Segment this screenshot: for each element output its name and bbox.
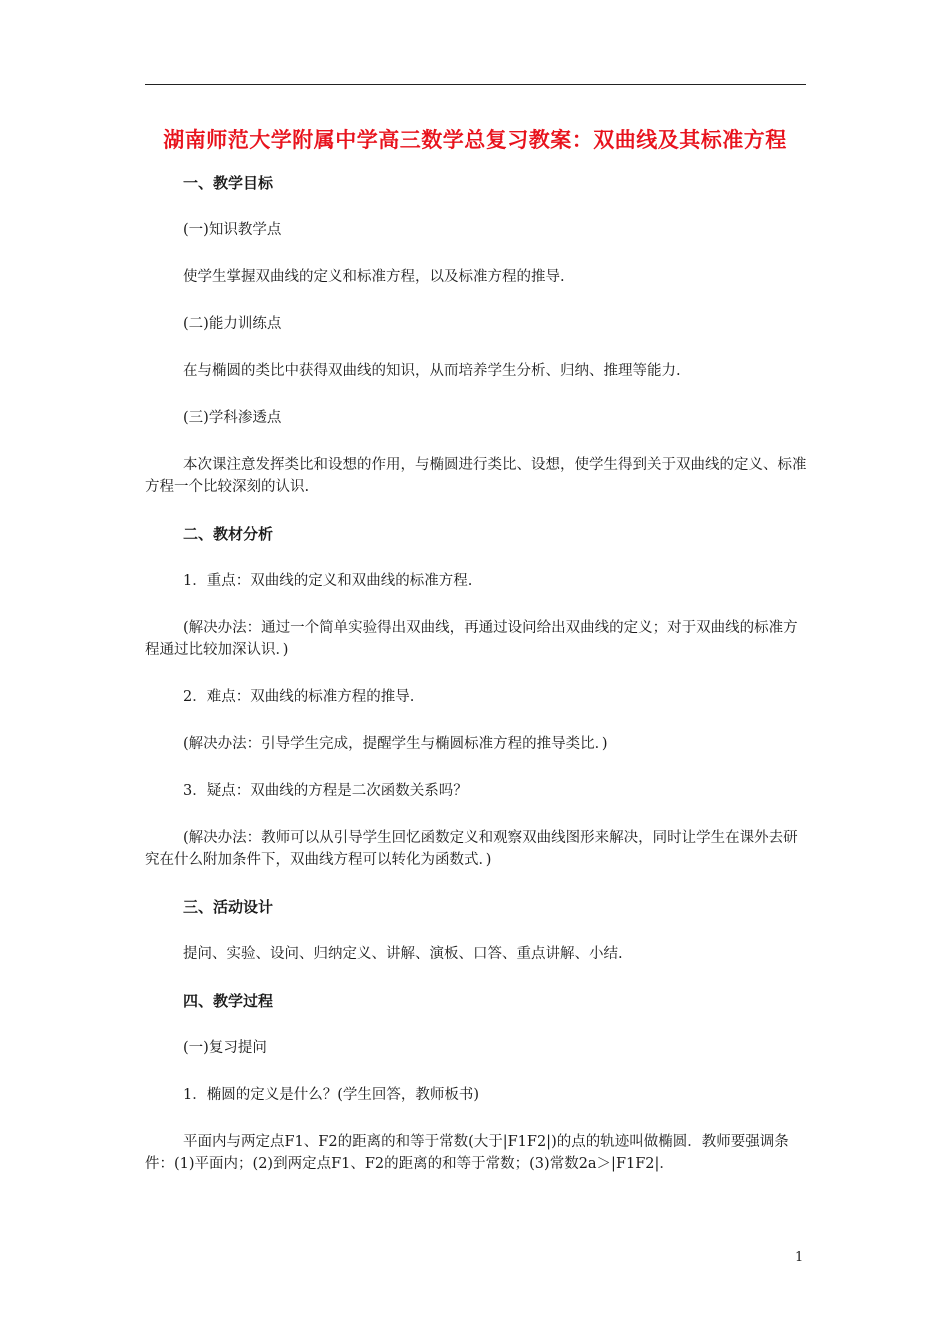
- paragraph: 使学生掌握双曲线的定义和标准方程，以及标准方程的推导.: [183, 269, 565, 285]
- paragraph: (一)复习提问: [183, 1040, 267, 1056]
- paragraph: (解决办法：引导学生完成，提醒学生与椭圆标准方程的推导类比．): [183, 736, 608, 752]
- document-title: 湖南师范大学附属中学高三数学总复习教案：双曲线及其标准方程: [163, 128, 787, 152]
- paragraph: 1．椭圆的定义是什么？(学生回答，教师板书): [183, 1087, 480, 1103]
- paragraph: (三)学科渗透点: [183, 410, 282, 426]
- paragraph: 本次课注意发挥类比和设想的作用，与椭圆进行类比、设想，使学生得到关于双曲线的定义、标准方程一个比较深刻的认识.: [145, 457, 807, 495]
- header-rule: [145, 84, 806, 85]
- section-heading: 四、教学过程: [183, 992, 274, 1010]
- paragraph: 2．难点：双曲线的标准方程的推导.: [183, 689, 415, 705]
- paragraph: (二)能力训练点: [183, 316, 282, 332]
- document-body: [145, 172, 807, 1200]
- paragraph: 1．重点：双曲线的定义和双曲线的标准方程.: [183, 573, 473, 589]
- paragraph: 3．疑点：双曲线的方程是二次函数关系吗？: [183, 783, 468, 799]
- page-number: 1: [795, 1250, 804, 1265]
- paragraph: 平面内与两定点F1、F2的距离的和等于常数(大于|F1F2|)的点的轨迹叫做椭圆．教师要强调条件：(1)平面内；(2)到两定点F1、F2的距离的和等于常数；(3)常数2a＞|F1F2|．: [145, 1134, 789, 1172]
- section-heading: 三、活动设计: [183, 898, 274, 916]
- paragraph: 提问、实验、设问、归纳定义、讲解、演板、口答、重点讲解、小结.: [183, 946, 623, 962]
- paragraph: (一)知识教学点: [183, 222, 282, 238]
- section-heading: 一、教学目标: [183, 174, 274, 192]
- paragraph: (解决办法：教师可以从引导学生回忆函数定义和观察双曲线图形来解决，同时让学生在课外去研究在什么附加条件下，双曲线方程可以转化为函数式．): [145, 830, 798, 868]
- paragraph: 在与椭圆的类比中获得双曲线的知识，从而培养学生分析、归纳、推理等能力.: [183, 363, 681, 379]
- paragraph: (解决办法：通过一个简单实验得出双曲线，再通过设问给出双曲线的定义；对于双曲线的标准方程通过比较加深认识．): [145, 620, 798, 658]
- section-heading: 二、教材分析: [183, 525, 274, 543]
